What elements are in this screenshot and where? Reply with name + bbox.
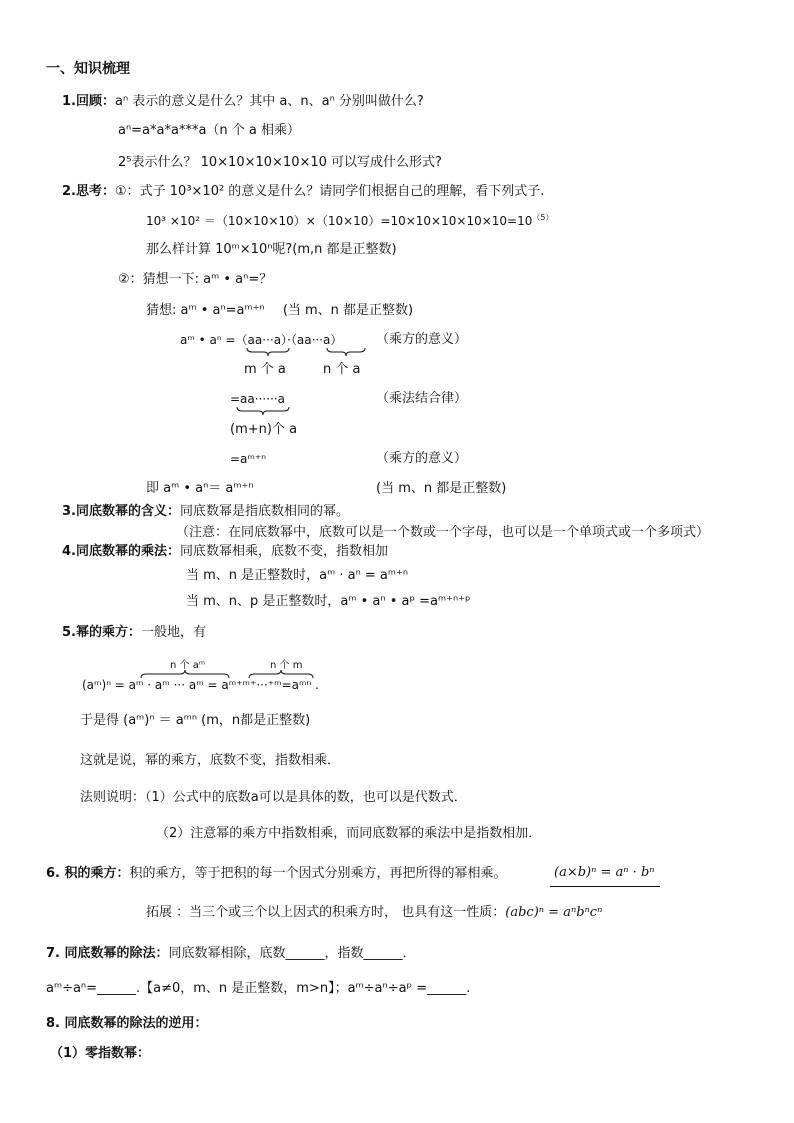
guess-formula: 猜想: aᵐ • aⁿ=aᵐ⁺ⁿ xyxy=(146,303,265,318)
overbrace-label-2: n 个 m xyxy=(270,660,303,671)
think-label: 2.思考： xyxy=(62,184,115,199)
derivation-step1: aᵐ • aⁿ =（aa···a）·（aa···a） xyxy=(180,333,343,347)
division-text: 同底数幂相除，底数______，指数______． xyxy=(168,946,416,961)
derivation-note2: （乘法结合律） xyxy=(376,391,468,406)
derivation-result: 即 aᵐ • aⁿ＝ aᵐ⁺ⁿ xyxy=(146,481,254,496)
underbrace-m xyxy=(246,347,290,357)
multiplication-text: 同底数幂相乘，底数不变，指数相加 xyxy=(179,544,388,559)
guess-line xyxy=(146,302,413,320)
meaning-label: 3.同底数幂的含义： xyxy=(62,504,180,519)
power-of-power-result: 于是得 (aᵐ)ⁿ ＝ aᵐⁿ (m，n都是正整数) xyxy=(80,713,311,728)
extension-formula: (abc)ⁿ = aⁿbⁿcⁿ xyxy=(505,905,603,920)
extension-text: 拓展 ：当三个或三个以上因式的积乘方时， 也具有这一性质： xyxy=(146,905,506,920)
rule-explanation-2: （2）注意幂的乘方中指数相乘，而同底数幂的乘法中是指数相加． xyxy=(156,826,542,841)
section-heading: 一、知识梳理 xyxy=(46,61,130,77)
derivation-n-count: n 个 a xyxy=(323,362,361,377)
meaning-note: （注意：在同底数幂中，底数可以是一个数或一个字母，也可以是一个单项式或一个多项式） xyxy=(176,525,710,540)
division-inverse-label: 8. 同底数幂的除法的逆用： xyxy=(46,1016,208,1031)
review-text: aⁿ 表示的意义是什么？其中 a、n、aⁿ 分别叫做什么? xyxy=(114,94,424,109)
power-definition: aⁿ=a*a*a***a（n 个 a 相乘） xyxy=(118,123,301,138)
meaning-line xyxy=(62,503,349,521)
circled-two: ② xyxy=(118,272,130,287)
product-power-text: 积的乘方，等于把积的每一个因式分别乘方，再把所得的幂相乘。 xyxy=(129,866,507,881)
division-fill-blank: aᵐ÷aⁿ=______.【a≠0，m、n 是正整数，m>n】；aᵐ÷aⁿ÷aᵖ =______. xyxy=(46,981,471,996)
power-of-power-formula: (aᵐ)ⁿ = aᵐ · aᵐ ··· aᵐ = aᵐ⁺ᵐ⁺···⁺ᵐ=aᵐⁿ . xyxy=(82,678,319,692)
circled-one: ① xyxy=(114,184,127,199)
rule-explanation-1: 法则说明：（1）公式中的底数a可以是具体的数，也可以是代数式． xyxy=(80,790,467,805)
multiplication-rule1: 当 m、n 是正整数时，aᵐ · aⁿ = aᵐ⁺ⁿ xyxy=(186,568,409,583)
derivation-m-count: m 个 a xyxy=(244,362,286,377)
product-power-extension xyxy=(146,904,602,922)
power-of-power-label: 5.幂的乘方： xyxy=(62,625,141,640)
product-power-label: 6. 积的乘方： xyxy=(46,866,130,881)
guess-note: (当 m、n 都是正整数) xyxy=(282,303,414,318)
derivation-mn-count: (m+n)个 a xyxy=(230,422,298,437)
zero-exponent-label: （1）零指数幂： xyxy=(50,1046,151,1061)
derivation-note3: （乘方的意义） xyxy=(376,451,468,466)
think-line xyxy=(62,183,544,201)
meaning-text: 同底数幂是指底数相同的幂。 xyxy=(179,504,349,519)
expansion-sup: （5） xyxy=(532,213,554,222)
think-question: 那么样计算 10ᵐ×10ⁿ呢?(m,n 都是正整数) xyxy=(146,242,397,257)
review-label: 1.回顾： xyxy=(62,94,115,109)
expansion-main: 10³ ×10² ＝（10×10×10）×（10×10）=10×10×10×10×10=10 xyxy=(146,214,533,228)
underbrace-mn xyxy=(236,406,290,416)
power-of-power-line xyxy=(62,624,206,642)
overbrace-label-1: n 个 aᵐ xyxy=(170,660,206,671)
power-of-power-text: 一般地，有 xyxy=(140,625,206,640)
power-question: 2⁵表示什么？ 10×10×10×10×10 可以写成什么形式? xyxy=(118,155,442,170)
derivation-step3: =aᵐ⁺ⁿ xyxy=(230,452,266,466)
underbrace-n xyxy=(326,347,366,357)
power-of-power-meaning: 这就是说，幂的乘方，底数不变，指数相乘． xyxy=(80,753,341,768)
guess-question: ：猜想一下: aᵐ • aⁿ=？ xyxy=(129,272,273,287)
division-line xyxy=(46,945,416,963)
product-power-formula: (a×b)ⁿ = aⁿ · bⁿ xyxy=(554,865,655,880)
think-text: ：式子 10³×10² 的意义是什么？请同学们根据自己的理解，看下列式子. xyxy=(126,184,545,199)
derivation-step2: =aa······a xyxy=(230,392,286,406)
derivation-result-note: (当 m、n 都是正整数) xyxy=(376,481,507,496)
division-label: 7. 同底数幂的除法： xyxy=(46,946,169,961)
derivation-note1: （乘方的意义） xyxy=(376,332,468,347)
guess-question-line xyxy=(118,271,272,289)
review-line xyxy=(62,93,424,111)
expansion-expression xyxy=(146,212,553,230)
formula-underline xyxy=(550,886,660,887)
multiplication-label: 4.同底数幂的乘法： xyxy=(62,544,180,559)
product-power-line xyxy=(46,865,507,883)
multiplication-line xyxy=(62,543,388,561)
multiplication-rule2: 当 m、n、p 是正整数时，aᵐ • aⁿ • aᵖ =aᵐ⁺ⁿ⁺ᵖ xyxy=(186,594,471,609)
